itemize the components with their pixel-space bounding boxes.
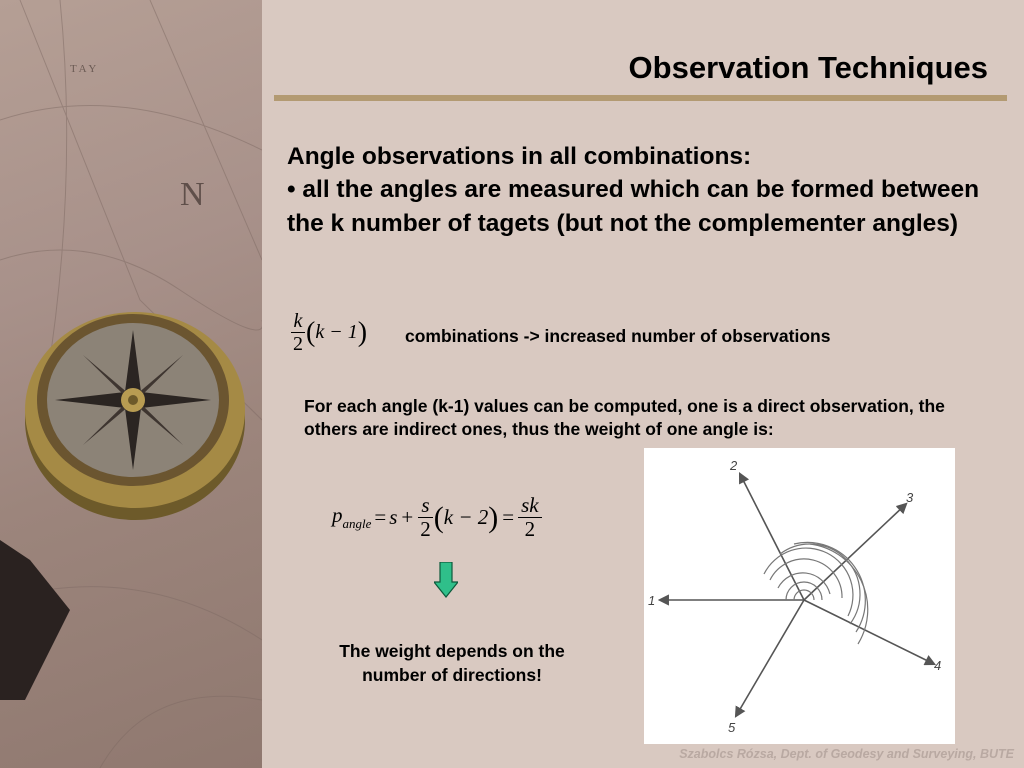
down-arrow-icon	[434, 562, 458, 598]
bullet-item	[287, 173, 1002, 241]
section-heading: Angle observations in all combinations:	[287, 143, 752, 170]
formula2-lhs-subscript: angle	[342, 516, 372, 532]
formula1-paren-open: (	[306, 316, 316, 348]
direction-diagram	[644, 448, 955, 744]
direction-label-5: 5	[728, 720, 736, 735]
formula2-fraction-2: $\frac{sk}{2}$	[518, 494, 542, 541]
compass-image	[0, 0, 262, 768]
formula2-lhs: $p_{angle}$	[332, 503, 372, 532]
formula2-paren-close: )	[488, 500, 499, 534]
title-divider	[274, 95, 1007, 101]
slide-title: Observation Techniques	[628, 50, 988, 85]
bullet-text: all the angles are measured which can be formed between the k number of tagets (but not the complementer angles)	[287, 176, 980, 237]
formula2-plus: +	[401, 505, 414, 530]
footer-credit: Szabolcs Rózsa, Dept. of Geodesy and Surveying, BUTE	[679, 747, 1014, 761]
conclusion-line-2: number of directions!	[362, 665, 542, 685]
formula1-fraction	[290, 310, 306, 355]
formula2-term1: s	[389, 505, 398, 530]
combinations-formula	[290, 310, 367, 355]
formula2-equals-1: =	[374, 505, 387, 530]
svg-text:N: N	[180, 176, 205, 213]
formula2-paren-expr: k − 2	[443, 505, 489, 530]
formula2-equals-2: =	[502, 505, 515, 530]
direction-label-2: 2	[730, 458, 738, 473]
formula1-denominator: 2	[293, 333, 303, 355]
direction-label-3: 3	[906, 490, 914, 505]
slide-content	[262, 0, 1024, 768]
formula1-paren-close: )	[357, 316, 368, 348]
direction-label-1: 1	[648, 593, 656, 608]
map-compass-background	[0, 0, 262, 768]
conclusion-text	[302, 639, 602, 687]
formula1-numerator: k	[291, 310, 306, 333]
formula1-paren-expr: k − 1	[315, 321, 358, 343]
bullet-icon: •	[287, 176, 296, 203]
explanation-paragraph: For each angle (k-1) values can be computed, one is a direct observation, the others are indirect ones, thus the weight of one angle is:	[304, 396, 945, 439]
direction-label-4: 4	[934, 658, 942, 673]
combinations-text: combinations -> increased number of observations	[405, 326, 831, 346]
svg-text:T A Y: T A Y	[70, 63, 97, 75]
weight-formula	[332, 494, 542, 541]
conclusion-line-1: The weight depends on the	[339, 641, 565, 661]
formula2-paren-open: (	[433, 500, 444, 534]
formula2-fraction-1: $\frac{s}{2}$	[420, 493, 431, 542]
